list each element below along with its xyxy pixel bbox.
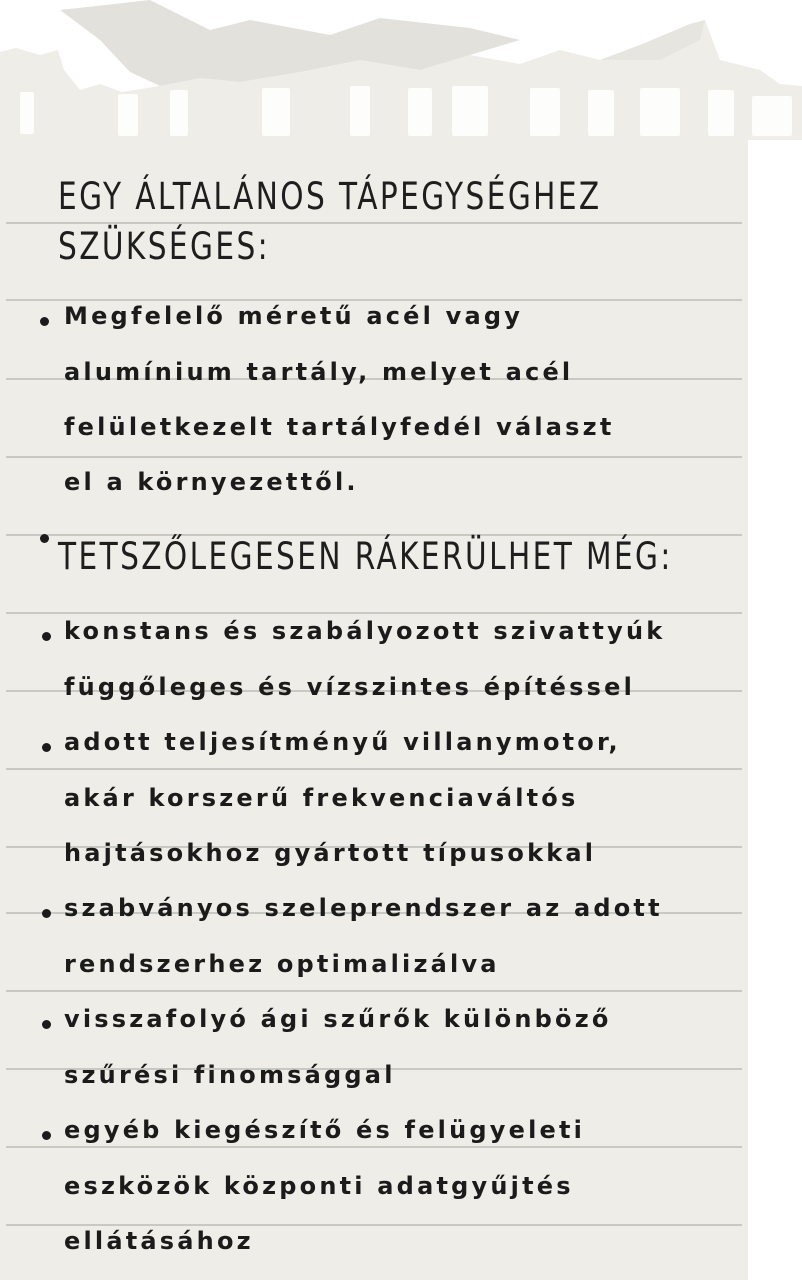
list-item-text: ellátásához — [64, 1227, 254, 1255]
ruled-line — [6, 456, 742, 458]
heading-line: SZÜKSÉGES: — [58, 225, 271, 268]
bullet-dot — [42, 1020, 51, 1029]
ruled-line — [6, 612, 742, 614]
list-item-text: Megfelelő méretű acél vagy — [64, 302, 524, 330]
bullet-dot — [40, 534, 49, 543]
bullet-dot — [42, 743, 51, 752]
list-item-text: eszközök központi adatgyűjtés — [64, 1172, 574, 1200]
heading-line: EGY ÁLTALÁNOS TÁPEGYSÉGHEZ — [58, 175, 602, 218]
list-item-text: függőleges és vízszintes építéssel — [64, 673, 635, 701]
torn-paper-edge — [0, 0, 802, 150]
bullet-dot — [42, 909, 51, 918]
list-item-text: szabványos szeleprendszer az adott — [64, 894, 663, 922]
bullet-dot — [42, 1131, 51, 1140]
ruled-line — [6, 990, 742, 992]
list-item-text: akár korszerű frekvenciaváltós — [64, 784, 579, 812]
list-item-text: visszafolyó ági szűrők különböző — [64, 1005, 612, 1033]
ruled-line — [6, 768, 742, 770]
bullet-dot — [40, 317, 49, 326]
list-item-text: konstans és szabályozott szivattyúk — [64, 617, 666, 645]
list-item-text: el a környezettől. — [64, 468, 359, 496]
list-item-text: hajtásokhoz gyártott típusokkal — [64, 839, 597, 867]
list-item-text: adott teljesítményű villanymotor, — [64, 728, 621, 756]
heading-optional: TETSZŐLEGESEN RÁKERÜLHET MÉG: — [58, 535, 673, 578]
ruled-line — [6, 299, 742, 301]
list-item-text: rendszerhez optimalizálva — [64, 950, 500, 978]
ruled-line — [6, 1146, 742, 1148]
list-item-text: alumínium tartály, melyet acél — [64, 358, 574, 386]
list-item-text: szűrési finomsággal — [64, 1061, 396, 1089]
heading-required — [58, 172, 602, 272]
ruled-line — [6, 1224, 742, 1226]
list-item-text: egyéb kiegészítő és felügyeleti — [64, 1116, 586, 1144]
list-item-text: felületkezelt tartályfedél választ — [64, 413, 615, 441]
bullet-dot — [42, 632, 51, 641]
